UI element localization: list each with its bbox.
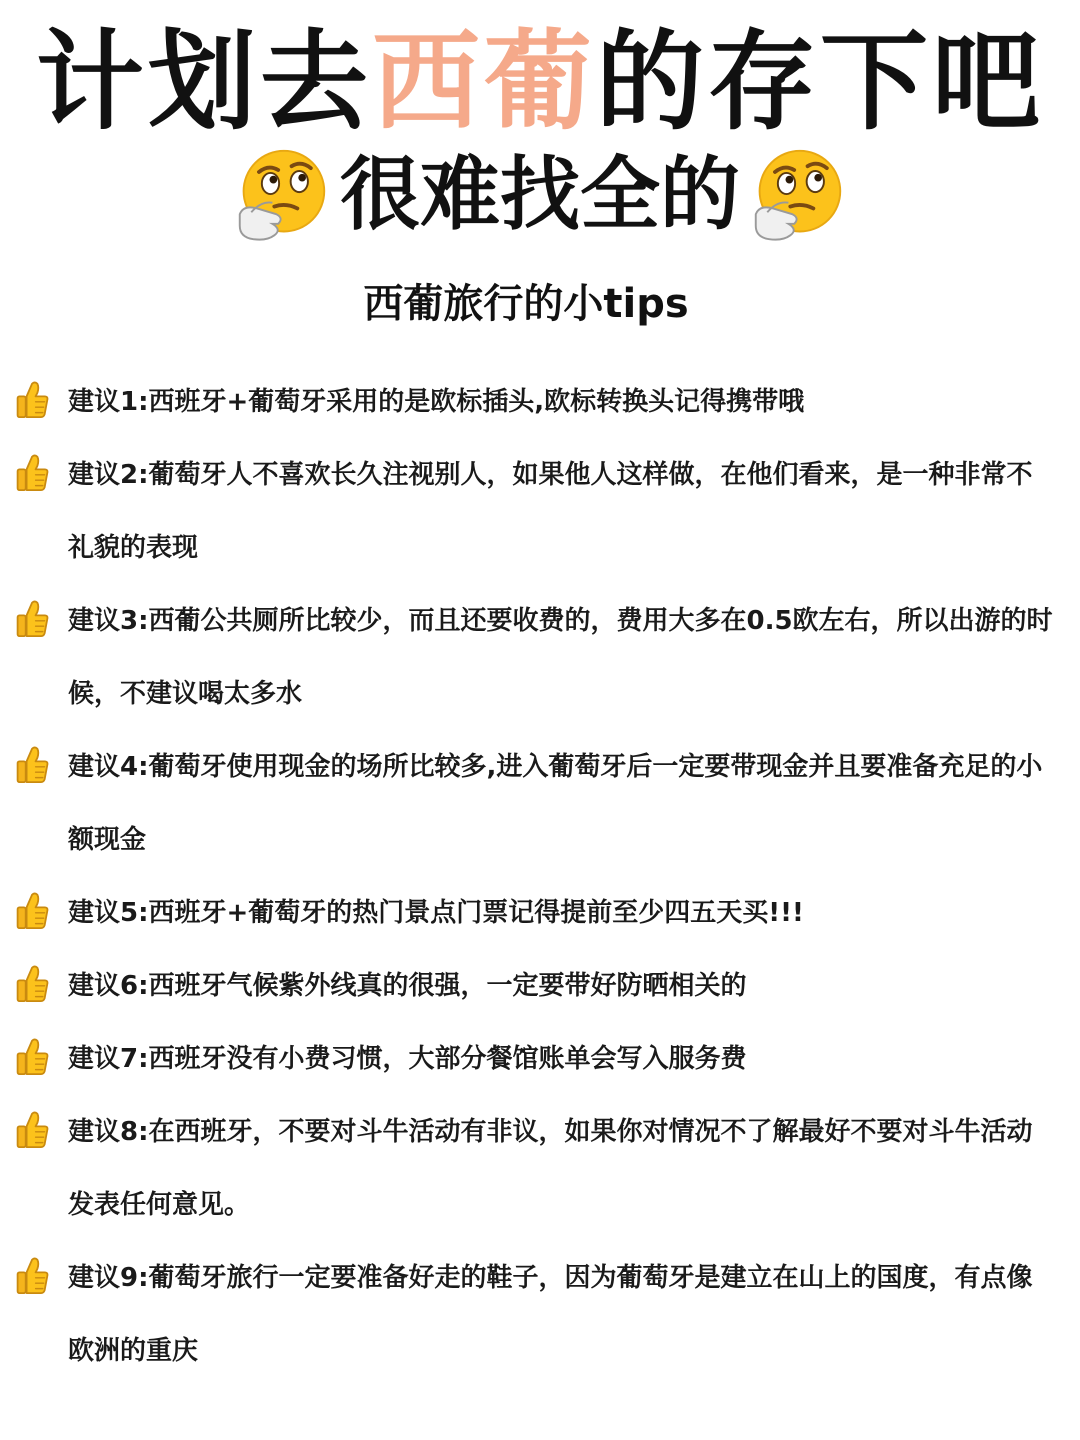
thinking-face-icon <box>750 147 846 243</box>
title-accent: 西葡 <box>371 20 596 145</box>
thumbs-up-icon <box>14 1256 50 1296</box>
tip-text: 建议8:在西班牙，不要对斗牛活动有非议，如果你对情况不了解最好不要对斗牛活动发表任何意见。 <box>68 1117 1033 1220</box>
title-part-2: 的存下吧 <box>596 20 1045 145</box>
subtitle: 很难找全的 <box>340 148 740 241</box>
thumbs-up-icon <box>14 891 50 931</box>
subtitle-row <box>0 140 1080 250</box>
thumbs-up-icon <box>14 745 50 785</box>
tip-text: 建议2:葡萄牙人不喜欢长久注视别人，如果他人这样做，在他们看来，是一种非常不礼貌的表现 <box>68 460 1033 563</box>
tip-item <box>0 366 1080 439</box>
tip-item <box>0 1096 1080 1242</box>
tip-item <box>0 1023 1080 1096</box>
tip-item <box>0 1242 1080 1388</box>
tip-text: 建议7:西班牙没有小费习惯，大部分餐馆账单会写入服务费 <box>68 1044 747 1074</box>
tip-item <box>0 877 1080 950</box>
tip-item <box>0 439 1080 585</box>
thumbs-up-icon <box>14 964 50 1004</box>
tip-text: 建议6:西班牙气候紫外线真的很强，一定要带好防晒相关的 <box>68 971 747 1001</box>
title-part-1: 计划去 <box>35 20 372 145</box>
tip-item <box>0 731 1080 877</box>
tip-text: 建议1:西班牙+葡萄牙采用的是欧标插头,欧标转换头记得携带哦 <box>68 387 805 417</box>
section-heading: 西葡旅行的小tips <box>363 281 689 327</box>
tip-text: 建议5:西班牙+葡萄牙的热门景点门票记得提前至少四五天买!!! <box>68 898 804 928</box>
thumbs-up-icon <box>14 1110 50 1150</box>
tip-text: 建议9:葡萄牙旅行一定要准备好走的鞋子，因为葡萄牙是建立在山上的国度，有点像欧洲的重庆 <box>68 1263 1033 1366</box>
thumbs-up-icon <box>14 599 50 639</box>
tip-item <box>0 950 1080 1023</box>
tips-list <box>0 366 1080 1388</box>
thinking-face-icon <box>234 147 330 243</box>
tip-text: 建议3:西葡公共厕所比较少，而且还要收费的，费用大多在0.5欧左右，所以出游的时候，不建议喝太多水 <box>68 606 1053 709</box>
tip-text: 建议4:葡萄牙使用现金的场所比较多,进入葡萄牙后一定要带现金并且要准备充足的小额现金 <box>68 752 1043 855</box>
tip-item <box>0 585 1080 731</box>
thumbs-up-icon <box>14 380 50 420</box>
page-title <box>0 18 1080 148</box>
thumbs-up-icon <box>14 453 50 493</box>
thumbs-up-icon <box>14 1037 50 1077</box>
